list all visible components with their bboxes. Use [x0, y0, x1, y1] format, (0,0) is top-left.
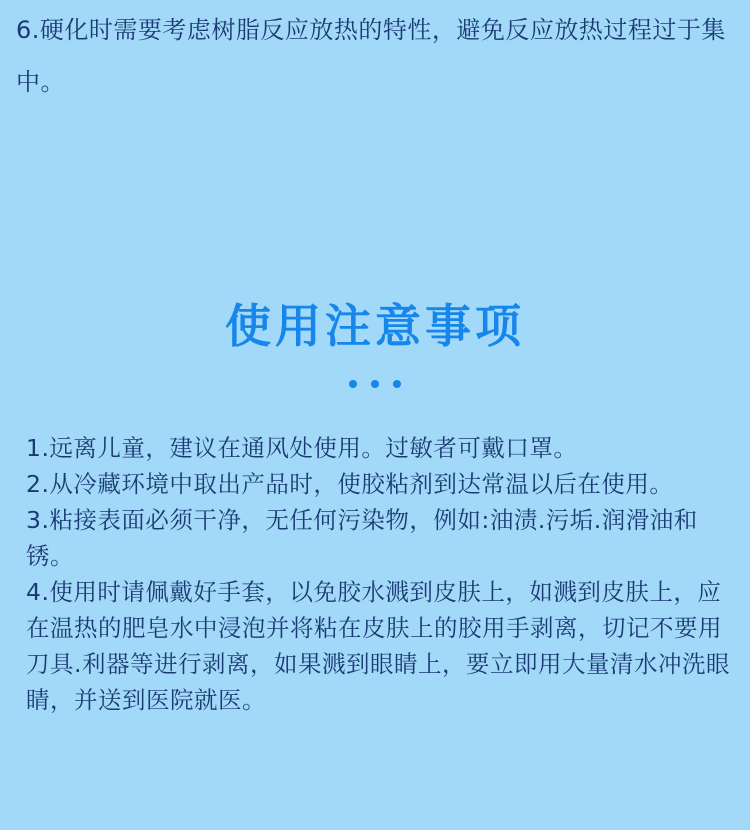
dot-icon — [371, 380, 379, 388]
decorative-dots — [0, 380, 750, 388]
note-item-4: 4.使用时请佩戴好手套，以免胶水溅到皮肤上，如溅到皮肤上，应在温热的肥皂水中浸泡并将粘在皮肤上的胶用手剥离，切记不要用刀具.利器等进行剥离，如果溅到眼睛上，要立即用大量清水冲洗眼睛，并送到医院就医。 — [26, 578, 730, 714]
top-item-text: 6.硬化时需要考虑树脂反应放热的特性，避免反应放热过程过于集中。 — [16, 16, 726, 96]
dot-icon — [393, 380, 401, 388]
dot-icon — [349, 380, 357, 388]
section-title: 使用注意事项 — [225, 299, 525, 353]
note-item-3: 3.粘接表面必须干净，无任何污染物，例如:油渍.污垢.润滑油和锈。 — [26, 506, 698, 570]
notes-list — [26, 430, 731, 718]
note-item-1: 1.远离儿童，建议在通风处使用。过敏者可戴口罩。 — [26, 434, 578, 462]
note-item-2: 2.从冷藏环境中取出产品时，使胶粘剂到达常温以后在使用。 — [26, 470, 674, 498]
